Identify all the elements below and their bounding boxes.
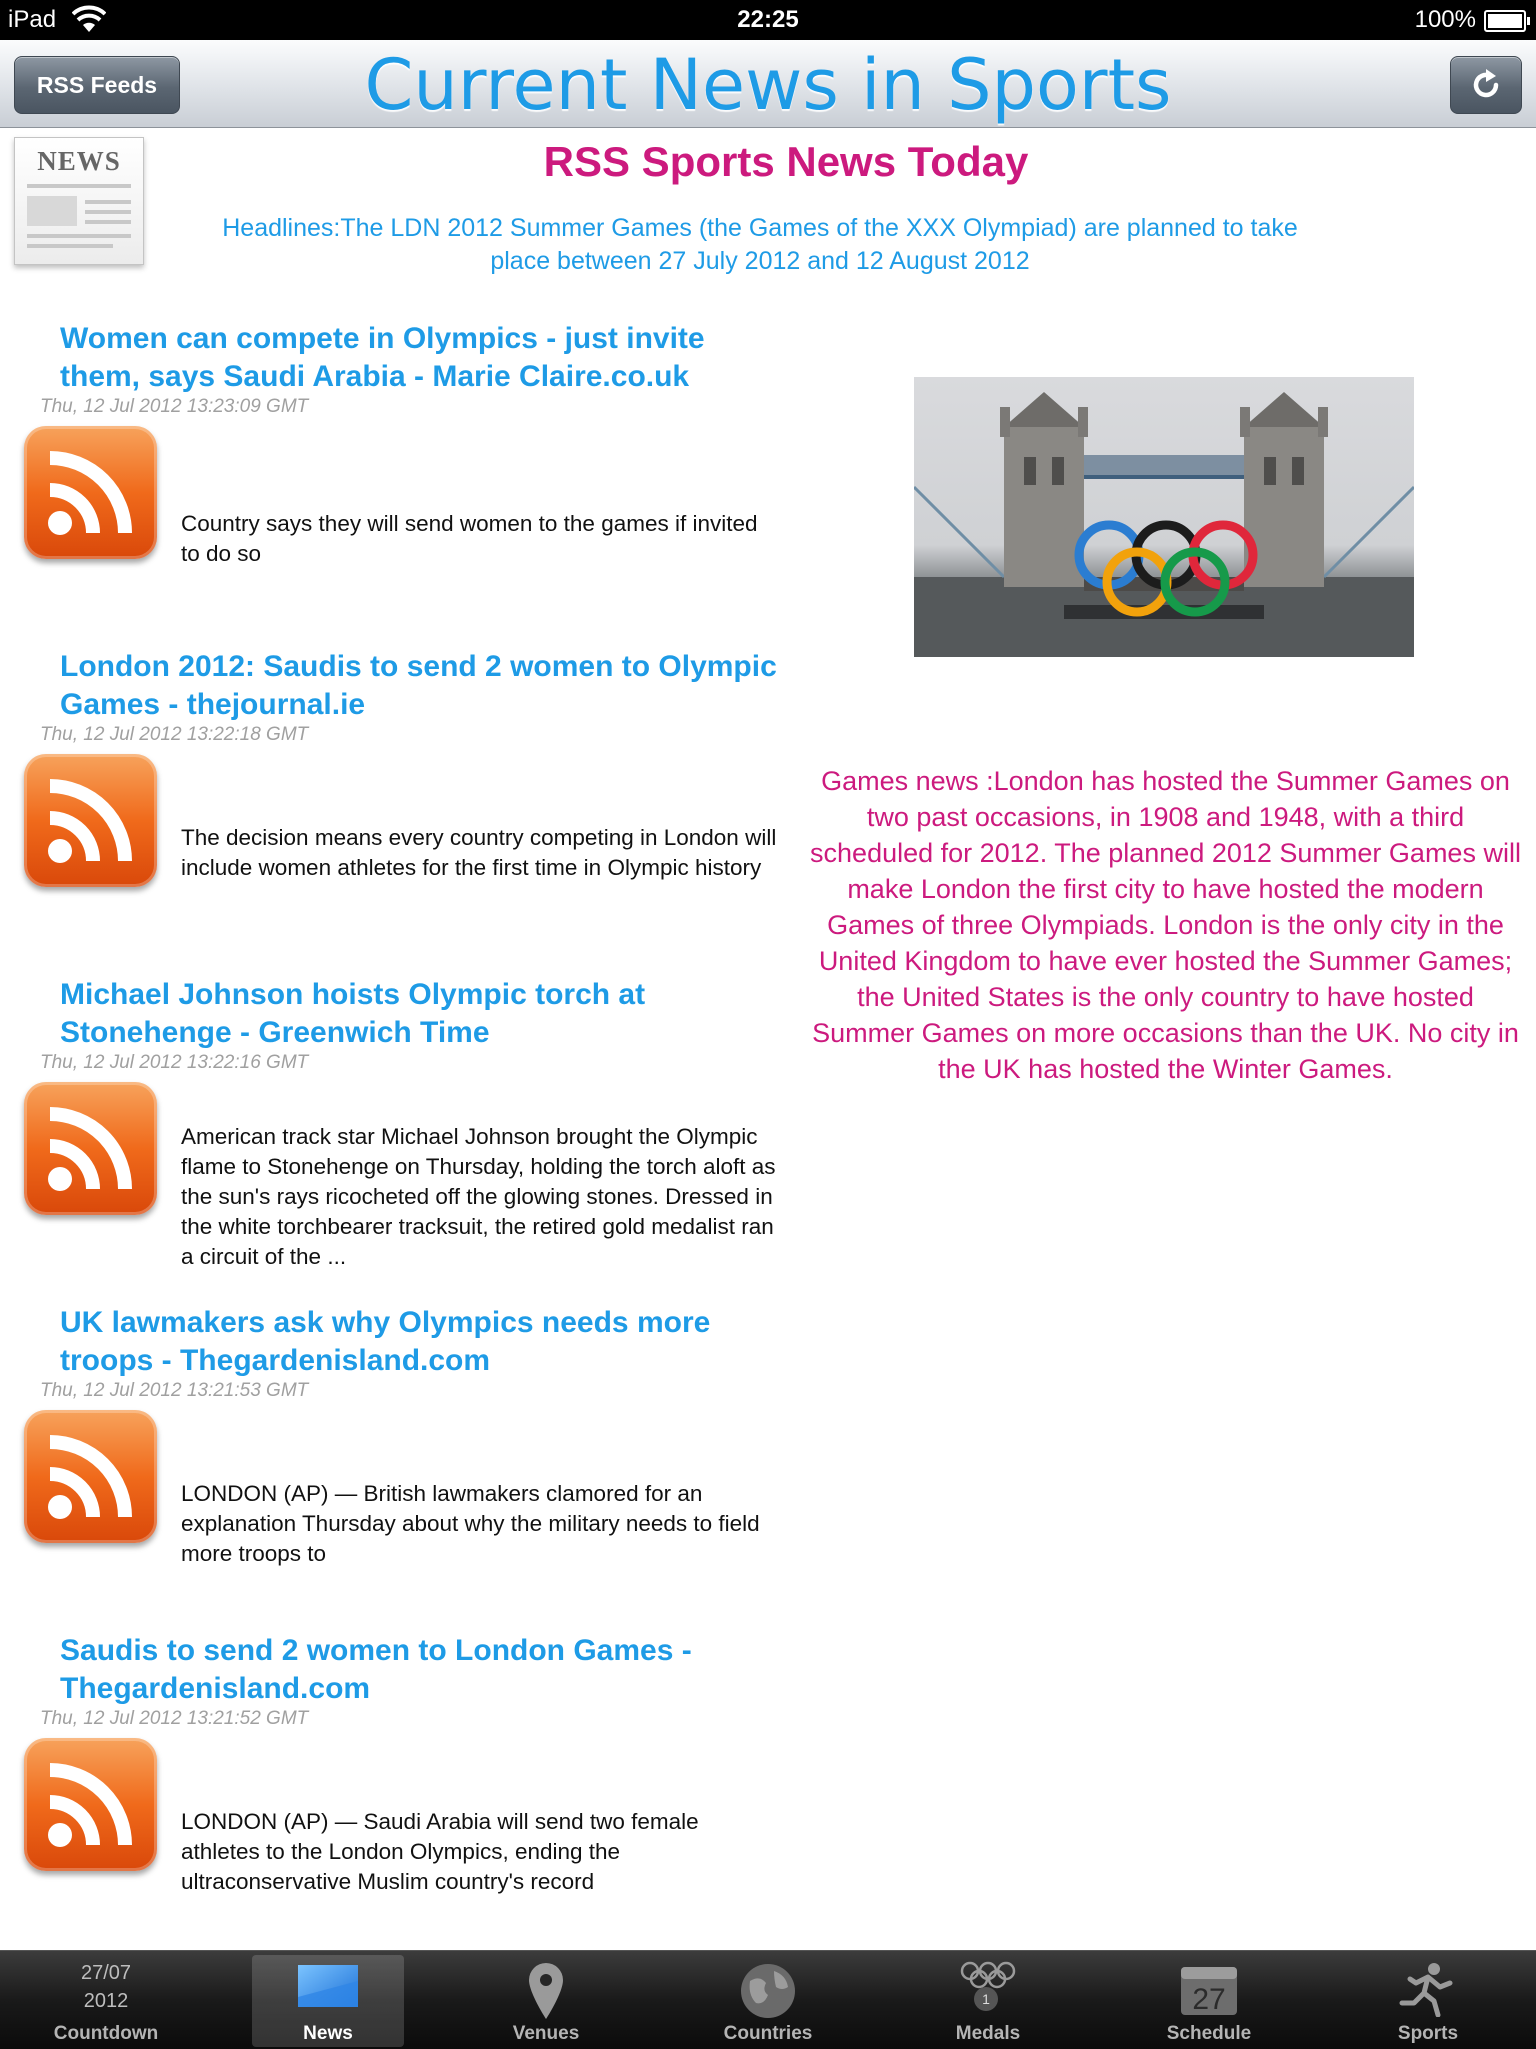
tab-schedule[interactable]: [1133, 1955, 1285, 2047]
news-article[interactable]: [0, 648, 790, 948]
article-title[interactable]: Michael Johnson hoists Olympic torch at Stonehenge - Greenwich Time: [60, 978, 646, 1049]
article-date: Thu, 12 Jul 2012 13:22:18 GMT: [40, 724, 309, 745]
article-description: Country says they will send women to the games if invited to do so: [181, 511, 758, 566]
news-article[interactable]: [0, 1304, 790, 1604]
countdown-day: 27/07: [80, 1962, 132, 1984]
news-article[interactable]: [0, 1632, 790, 1932]
rss-icon[interactable]: [24, 1410, 157, 1543]
page-title: RSS Sports News Today: [543, 138, 1029, 185]
carrier-label: iPad: [8, 6, 57, 33]
navigation-bar: [0, 40, 1536, 128]
battery-icon: [1484, 10, 1526, 32]
tab-bar: [0, 1950, 1536, 2049]
svg-text:1: 1: [982, 1991, 990, 2007]
calendar-icon: [1179, 1961, 1239, 2017]
article-title[interactable]: UK lawmakers ask why Olympics needs more troops - Thegardenisland.com: [60, 1306, 711, 1377]
article-title[interactable]: Saudis to send 2 women to London Games - Thegardenisland.com: [60, 1634, 692, 1705]
svg-text:27: 27: [1192, 1983, 1226, 2016]
countdown-date: [30, 1959, 182, 2015]
article-description: LONDON (AP) — British lawmakers clamored for an explanation Thursday about why the military needs to field more troops to: [181, 1481, 760, 1566]
article-date: Thu, 12 Jul 2012 13:23:09 GMT: [40, 396, 309, 417]
news-icon: [296, 1961, 360, 2011]
rss-icon[interactable]: [24, 754, 157, 887]
article-description: LONDON (AP) — Saudi Arabia will send two female athletes to the London Olympics, ending the ultraconservative Muslim country's record: [181, 1809, 699, 1894]
article-title[interactable]: Women can compete in Olympics - just invite them, says Saudi Arabia - Marie Claire.co.uk: [60, 322, 705, 393]
news-logo-text: NEWS: [37, 146, 121, 176]
article-date: Thu, 12 Jul 2012 13:21:53 GMT: [40, 1380, 309, 1401]
article-date: Thu, 12 Jul 2012 13:21:52 GMT: [40, 1708, 309, 1729]
clock: 22:25: [737, 6, 799, 33]
article-description: The decision means every country competing in London will include women athletes for the first time in Olympic history: [181, 825, 777, 880]
tab-countdown[interactable]: [30, 1955, 182, 2047]
news-article[interactable]: [0, 320, 790, 620]
app-title: Current News in Sports: [364, 44, 1172, 126]
tab-countries[interactable]: [692, 1955, 844, 2047]
status-bar: [0, 0, 1536, 40]
rss-feeds-button[interactable]: RSS Feeds: [14, 56, 180, 114]
rss-icon[interactable]: [24, 1738, 157, 1871]
tab-medals[interactable]: [912, 1955, 1064, 2047]
news-article[interactable]: [0, 976, 790, 1276]
headline-text: Headlines:The LDN 2012 Summer Games (the Games of the XXX Olympiad) are planned to take place between 27 July 2012 and 12 August 2012: [222, 214, 1298, 275]
rss-icon[interactable]: [24, 426, 157, 559]
refresh-icon: [1468, 67, 1504, 103]
tab-label: Venues: [512, 2023, 580, 2044]
article-title[interactable]: London 2012: Saudis to send 2 women to Olympic Games - thejournal.ie: [60, 650, 777, 721]
tab-label: Schedule: [1166, 2023, 1252, 2044]
tab-label: News: [303, 2023, 353, 2044]
map-pin-icon: [526, 1961, 566, 2021]
olympic-rings-icon: [956, 1961, 1020, 2015]
battery-percent: 100%: [1414, 6, 1476, 33]
tab-venues[interactable]: [470, 1955, 622, 2047]
games-news-text: Games news :London has hosted the Summer Games on two past occasions, in 1908 and 1948, with a third scheduled for 2012. The planned 2012 Summer Games will make London the first city to have hosted the modern Games of three Olympiads. London is the only city in the United Kingdom to have ever hosted the Summer Games; the United States is the only country to have hosted Summer Games on more occasions than the UK. No city in the UK has hosted the Winter Games.: [810, 766, 1521, 1084]
runner-icon: [1398, 1961, 1458, 2017]
tab-label: Medals: [955, 2023, 1021, 2044]
globe-icon: [738, 1961, 798, 2021]
tab-label: Countries: [723, 2023, 813, 2044]
tab-label: Sports: [1397, 2023, 1459, 2044]
article-date: Thu, 12 Jul 2012 13:22:16 GMT: [40, 1052, 309, 1073]
article-description: American track star Michael Johnson brought the Olympic flame to Stonehenge on Thursday, holding the torch aloft as the sun's rays ricocheted off the glowing stones. Dressed in the white torchbearer tracksuit, the retired gold medalist ran a circuit of the ...: [181, 1124, 776, 1269]
tab-label: Countdown: [53, 2023, 159, 2044]
rss-icon[interactable]: [24, 1082, 157, 1215]
countdown-year: 2012: [83, 1990, 129, 2012]
tab-sports[interactable]: [1352, 1955, 1504, 2047]
tab-news[interactable]: [252, 1955, 404, 2047]
tower-bridge-olympic-rings-photo: [914, 377, 1414, 657]
refresh-button[interactable]: [1450, 56, 1522, 114]
